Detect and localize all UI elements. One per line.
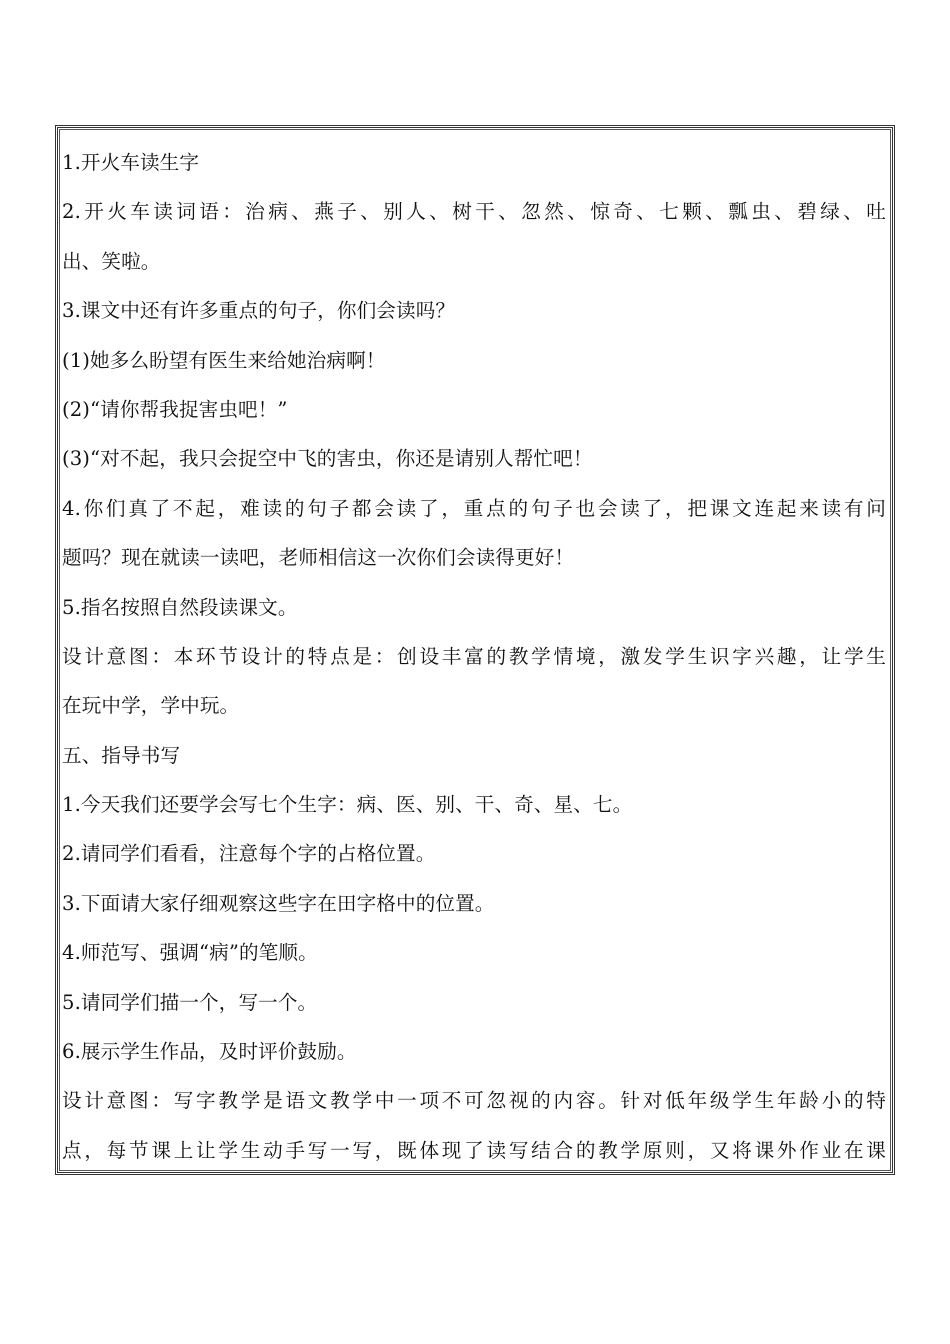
text-line: (2)“请你帮我捉害虫吧！”: [62, 397, 288, 421]
text-line: 1.今天我们还要学会写七个生字：病、医、别、干、奇、星、七。: [62, 793, 633, 817]
text-line: 设计意图：写字教学是语文教学中一项不可忽视的内容。针对低年级学生年龄小的特: [62, 1089, 886, 1113]
text-line: 五、指导书写: [62, 743, 181, 767]
text-line: 4.你们真了不起，难读的句子都会读了，重点的句子也会读了，把课文连起来读有问: [62, 496, 886, 520]
text-line: 5.请同学们描一个，写一个。: [62, 990, 318, 1014]
text-line: 3.课文中还有许多重点的句子，你们会读吗？: [62, 299, 456, 323]
text-line: 3.下面请大家仔细观察这些字在田字格中的位置。: [62, 891, 495, 915]
text-line: (1)她多么盼望有医生来给她治病啊！: [62, 348, 386, 372]
text-line: 题吗？现在就读一读吧，老师相信这一次你们会读得更好！: [62, 546, 575, 570]
text-line: 点，每节课上让学生动手写一写，既体现了读写结合的教学原则，又将课外作业在课: [62, 1138, 886, 1162]
text-line: 设计意图：本环节设计的特点是：创设丰富的教学情境，激发学生识字兴趣，让学生: [62, 644, 886, 668]
text-line: 2.开火车读词语：治病、燕子、别人、树干、忽然、惊奇、七颗、瓢虫、碧绿、吐: [62, 200, 886, 224]
text-line: 2.请同学们看看，注意每个字的占格位置。: [62, 842, 436, 866]
text-line: 1.开火车读生字: [62, 151, 200, 174]
text-line: 4.师范写、强调“病”的笔顺。: [62, 941, 318, 965]
text-line: 6.展示学生作品，及时评价鼓励。: [62, 1040, 357, 1064]
text-line: (3)“对不起，我只会捉空中飞的害虫，你还是请别人帮忙吧！: [62, 447, 593, 471]
lesson-plan-text: [62, 138, 886, 1175]
text-line: 5.指名按照自然段读课文。: [62, 595, 298, 619]
text-line: 出、笑啦。: [62, 249, 161, 273]
text-line: 在玩中学，学中玩。: [62, 694, 240, 718]
lesson-plan-table-cell: [55, 125, 895, 1175]
